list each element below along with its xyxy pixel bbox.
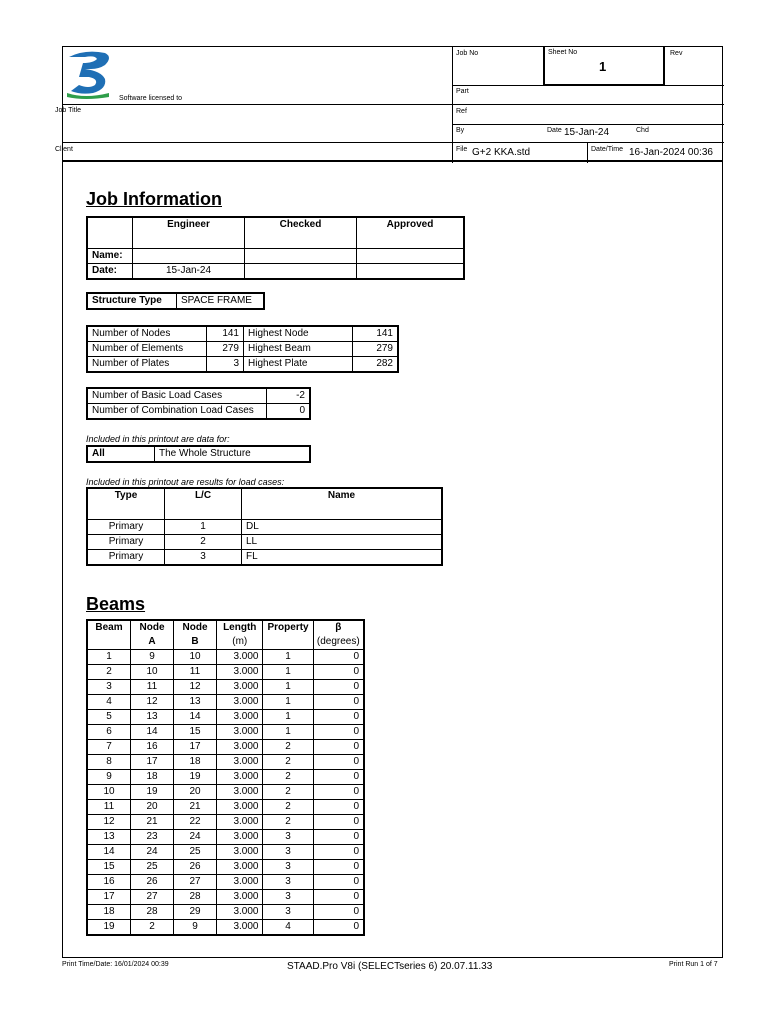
col-beam: Beam [87, 620, 131, 650]
beam-length: 3.000 [217, 755, 263, 770]
beam-id: 1 [87, 650, 131, 665]
table-row [87, 695, 364, 710]
beam-length: 3.000 [217, 845, 263, 860]
beam-beta: 0 [313, 905, 364, 920]
beam-beta: 0 [313, 920, 364, 936]
beam-length: 3.000 [217, 680, 263, 695]
load-case-type: Primary [87, 550, 165, 566]
load-case-name: DL [242, 520, 443, 535]
load-case-row [87, 520, 442, 535]
beam-node-b: 15 [174, 725, 217, 740]
load-case-lc: 2 [165, 535, 242, 550]
beam-node-b: 14 [174, 710, 217, 725]
col-node-b: Node B [174, 620, 217, 650]
count-label: Number of Elements [87, 342, 207, 357]
software-version: STAAD.Pro V8i (SELECTseries 6) 20.07.11.33 [287, 961, 493, 972]
data-for-table [86, 445, 311, 463]
name-label: Name: [87, 249, 133, 264]
engineer-date: 15-Jan-24 [133, 264, 245, 280]
beam-length: 3.000 [217, 800, 263, 815]
beam-node-b: 27 [174, 875, 217, 890]
beam-property: 2 [263, 785, 313, 800]
load-counts-table [86, 387, 311, 420]
report-header [55, 46, 723, 162]
beam-id: 13 [87, 830, 131, 845]
beam-property: 3 [263, 875, 313, 890]
col-node-a: Node A [131, 620, 174, 650]
counts-row [87, 357, 398, 373]
load-case-type: Primary [87, 520, 165, 535]
beam-node-b: 25 [174, 845, 217, 860]
beam-node-a: 10 [131, 665, 174, 680]
beam-node-b: 24 [174, 830, 217, 845]
load-case-lc: 3 [165, 550, 242, 566]
file-label: File [456, 146, 468, 153]
ref-label: Ref [456, 108, 467, 115]
datetime-label: Date/Time [591, 146, 624, 153]
beam-beta: 0 [313, 665, 364, 680]
beam-node-b: 13 [174, 695, 217, 710]
count-label: Number of Nodes [87, 326, 207, 342]
chd-label: Chd [636, 127, 649, 134]
beam-property: 3 [263, 860, 313, 875]
beam-length: 3.000 [217, 695, 263, 710]
table-row [87, 680, 364, 695]
count-value: 3 [207, 357, 244, 373]
bentley-logo-icon [65, 49, 117, 99]
beam-node-a: 19 [131, 785, 174, 800]
beam-beta: 0 [313, 740, 364, 755]
beam-id: 8 [87, 755, 131, 770]
beam-node-b: 11 [174, 665, 217, 680]
licensed-label: Software licensed to [119, 95, 183, 102]
structure-type-label: Structure Type [87, 293, 177, 309]
load-count-label: Number of Basic Load Cases [87, 388, 267, 404]
date-label: Date [547, 127, 562, 134]
beam-node-a: 28 [131, 905, 174, 920]
beam-id: 16 [87, 875, 131, 890]
beam-node-b: 18 [174, 755, 217, 770]
beam-id: 2 [87, 665, 131, 680]
beam-length: 3.000 [217, 830, 263, 845]
beam-node-a: 12 [131, 695, 174, 710]
beam-node-a: 25 [131, 860, 174, 875]
beam-beta: 0 [313, 845, 364, 860]
beam-property: 1 [263, 665, 313, 680]
beam-node-b: 28 [174, 890, 217, 905]
beam-beta: 0 [313, 800, 364, 815]
beam-node-b: 12 [174, 680, 217, 695]
print-run: Print Run 1 of 7 [669, 961, 718, 968]
beam-beta: 0 [313, 755, 364, 770]
beam-beta: 0 [313, 680, 364, 695]
beam-property: 1 [263, 695, 313, 710]
sheet-no-box [543, 46, 665, 86]
beam-beta: 0 [313, 785, 364, 800]
load-case-row [87, 535, 442, 550]
beam-node-b: 29 [174, 905, 217, 920]
load-count-value: -2 [267, 388, 311, 404]
load-count-row [87, 404, 310, 420]
beam-id: 18 [87, 905, 131, 920]
col-checked: Checked [245, 217, 357, 249]
job-title-label: Job Title [55, 107, 82, 114]
beam-id: 10 [87, 785, 131, 800]
report-content [62, 162, 723, 958]
highest-label: Highest Beam [244, 342, 353, 357]
beam-id: 9 [87, 770, 131, 785]
beams-table [86, 619, 365, 936]
beam-id: 14 [87, 845, 131, 860]
load-case-name: FL [242, 550, 443, 566]
beam-property: 4 [263, 920, 313, 936]
beam-id: 15 [87, 860, 131, 875]
beam-beta: 0 [313, 860, 364, 875]
table-row [87, 785, 364, 800]
beam-node-a: 14 [131, 725, 174, 740]
beam-beta: 0 [313, 695, 364, 710]
beam-property: 2 [263, 770, 313, 785]
count-value: 279 [207, 342, 244, 357]
job-info-table [86, 216, 465, 280]
beam-id: 11 [87, 800, 131, 815]
beam-length: 3.000 [217, 725, 263, 740]
table-row [87, 905, 364, 920]
beam-length: 3.000 [217, 905, 263, 920]
table-row [87, 665, 364, 680]
beam-node-a: 23 [131, 830, 174, 845]
beam-node-a: 17 [131, 755, 174, 770]
col-engineer: Engineer [133, 217, 245, 249]
highest-label: Highest Plate [244, 357, 353, 373]
beam-length: 3.000 [217, 665, 263, 680]
beam-length: 3.000 [217, 770, 263, 785]
beam-node-a: 11 [131, 680, 174, 695]
sheet-no-value: 1 [599, 59, 607, 74]
beam-property: 2 [263, 755, 313, 770]
col-beta: β [313, 620, 364, 635]
beam-length: 3.000 [217, 890, 263, 905]
table-row [87, 770, 364, 785]
beam-node-b: 9 [174, 920, 217, 936]
rev-label: Rev [670, 50, 683, 57]
beam-id: 7 [87, 740, 131, 755]
table-row [87, 755, 364, 770]
beam-property: 1 [263, 725, 313, 740]
datetime-value: 16-Jan-2024 00:36 [629, 147, 713, 158]
beam-id: 12 [87, 815, 131, 830]
beam-node-b: 10 [174, 650, 217, 665]
beam-id: 6 [87, 725, 131, 740]
beam-length: 3.000 [217, 650, 263, 665]
beam-beta: 0 [313, 770, 364, 785]
counts-row [87, 326, 398, 342]
date-row-label: Date: [87, 264, 133, 280]
beam-length: 3.000 [217, 860, 263, 875]
client-label: Client [55, 146, 73, 153]
count-label: Number of Plates [87, 357, 207, 373]
highest-value: 282 [353, 357, 399, 373]
beam-id: 3 [87, 680, 131, 695]
load-case-type: Primary [87, 535, 165, 550]
count-value: 141 [207, 326, 244, 342]
load-case-row [87, 550, 442, 566]
beam-property: 1 [263, 680, 313, 695]
beam-node-b: 21 [174, 800, 217, 815]
beam-property: 3 [263, 905, 313, 920]
load-case-lc: 1 [165, 520, 242, 535]
beam-beta: 0 [313, 890, 364, 905]
table-row [87, 815, 364, 830]
table-row [87, 725, 364, 740]
table-row [87, 830, 364, 845]
beam-property: 2 [263, 740, 313, 755]
load-count-value: 0 [267, 404, 311, 420]
table-row [87, 875, 364, 890]
beam-node-a: 13 [131, 710, 174, 725]
table-row [87, 845, 364, 860]
highest-value: 279 [353, 342, 399, 357]
beam-node-b: 22 [174, 815, 217, 830]
date-value: 15-Jan-24 [564, 127, 610, 138]
beam-property: 3 [263, 845, 313, 860]
job-no-label: Job No [456, 50, 479, 57]
print-time: Print Time/Date: 16/01/2024 00:39 [62, 961, 169, 968]
beam-node-a: 2 [131, 920, 174, 936]
col-type: Type [87, 488, 165, 520]
load-case-name: LL [242, 535, 443, 550]
beta-unit: (degrees) [313, 635, 364, 650]
highest-value: 141 [353, 326, 399, 342]
beam-length: 3.000 [217, 875, 263, 890]
beam-node-b: 26 [174, 860, 217, 875]
beam-node-a: 26 [131, 875, 174, 890]
beams-heading: Beams [86, 594, 146, 614]
beam-property: 3 [263, 890, 313, 905]
load-cases-table [86, 487, 443, 566]
results-note: Included in this printout are results for load cases: [86, 477, 285, 487]
beam-id: 17 [87, 890, 131, 905]
beam-node-a: 21 [131, 815, 174, 830]
by-label: By [456, 127, 465, 134]
beam-node-a: 9 [131, 650, 174, 665]
beam-property: 2 [263, 815, 313, 830]
col-length: Length [217, 620, 263, 635]
part-label: Part [456, 88, 469, 95]
beam-node-b: 19 [174, 770, 217, 785]
beam-beta: 0 [313, 725, 364, 740]
length-unit: (m) [217, 635, 263, 650]
beam-property: 3 [263, 830, 313, 845]
beam-id: 5 [87, 710, 131, 725]
beam-id: 4 [87, 695, 131, 710]
beam-node-a: 24 [131, 845, 174, 860]
col-property: Property [263, 620, 313, 650]
col-lc: L/C [165, 488, 242, 520]
load-count-label: Number of Combination Load Cases [87, 404, 267, 420]
beam-beta: 0 [313, 875, 364, 890]
beam-beta: 0 [313, 710, 364, 725]
structure-type-table [86, 292, 265, 310]
beam-node-a: 27 [131, 890, 174, 905]
beam-property: 1 [263, 710, 313, 725]
col-name: Name [242, 488, 443, 520]
beam-node-a: 20 [131, 800, 174, 815]
beam-node-b: 20 [174, 785, 217, 800]
load-count-row [87, 388, 310, 404]
col-approved: Approved [357, 217, 465, 249]
highest-label: Highest Node [244, 326, 353, 342]
beam-length: 3.000 [217, 710, 263, 725]
beam-property: 2 [263, 800, 313, 815]
all-label: All [87, 446, 155, 462]
sheet-no-label: Sheet No [548, 49, 578, 56]
table-row [87, 890, 364, 905]
beam-length: 3.000 [217, 920, 263, 936]
table-row [87, 800, 364, 815]
table-row [87, 920, 364, 936]
beam-beta: 0 [313, 815, 364, 830]
beam-id: 19 [87, 920, 131, 936]
beam-node-a: 18 [131, 770, 174, 785]
beam-length: 3.000 [217, 785, 263, 800]
beam-length: 3.000 [217, 740, 263, 755]
job-info-heading: Job Information [86, 189, 222, 209]
counts-table [86, 325, 399, 373]
table-row [87, 710, 364, 725]
file-value: G+2 KKA.std [472, 147, 531, 158]
beam-length: 3.000 [217, 815, 263, 830]
all-value: The Whole Structure [155, 446, 311, 462]
beam-property: 1 [263, 650, 313, 665]
beam-beta: 0 [313, 650, 364, 665]
structure-type-value: SPACE FRAME [177, 293, 265, 309]
beam-beta: 0 [313, 830, 364, 845]
table-row [87, 650, 364, 665]
table-row [87, 740, 364, 755]
data-note: Included in this printout are data for: [86, 434, 230, 444]
counts-row [87, 342, 398, 357]
beam-node-a: 16 [131, 740, 174, 755]
beam-node-b: 17 [174, 740, 217, 755]
table-row [87, 860, 364, 875]
